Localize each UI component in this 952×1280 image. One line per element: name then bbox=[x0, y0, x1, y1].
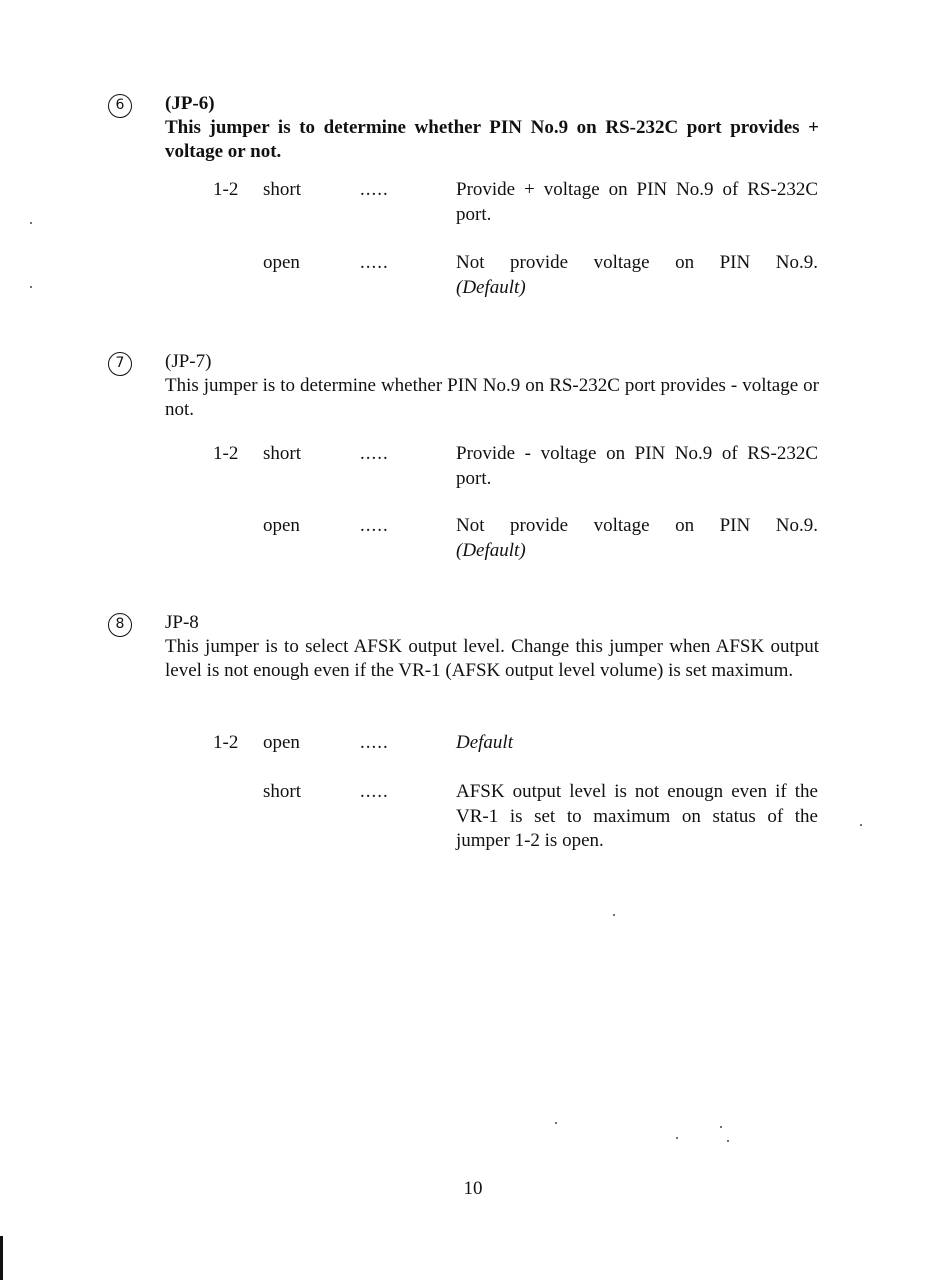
section-number-badge: 7 bbox=[108, 352, 132, 376]
setting-state: open bbox=[263, 732, 300, 753]
setting-state: short bbox=[263, 781, 301, 802]
setting-note: Default bbox=[456, 732, 513, 753]
setting-note: (Default) bbox=[456, 276, 526, 298]
setting-leader-dots: ..... bbox=[360, 781, 389, 802]
section-heading: (JP-6) bbox=[165, 93, 215, 114]
setting-meaning: Provide - voltage on PIN No.9 of RS-232C port. bbox=[456, 443, 818, 489]
section-heading: (JP-7) bbox=[165, 351, 212, 372]
setting-leader-dots: ..... bbox=[360, 443, 389, 464]
setting-meaning: AFSK output level is not enougn even if the VR-1 is set to maximum on status of the jumper 1-2 is open. bbox=[456, 781, 818, 851]
section-description: This jumper is to select AFSK output level. Change this jumper when AFSK output level is not enough even if the VR-1 (AFSK output level volume) is set maximum. bbox=[165, 636, 819, 681]
section-description: This jumper is to determine whether PIN No.9 on RS-232C port provides + voltage or not. bbox=[165, 117, 819, 162]
scan-speck bbox=[30, 286, 32, 288]
setting-pin: 1-2 bbox=[213, 443, 239, 464]
scan-speck bbox=[727, 1140, 729, 1142]
setting-leader-dots: ..... bbox=[360, 252, 389, 273]
setting-leader-dots: ..... bbox=[360, 179, 389, 200]
scan-speck bbox=[676, 1137, 678, 1139]
setting-leader-dots: ..... bbox=[360, 515, 389, 536]
scan-speck bbox=[720, 1126, 722, 1128]
setting-state: short bbox=[263, 443, 301, 464]
section-number-badge: 6 bbox=[108, 94, 132, 118]
scan-speck bbox=[555, 1122, 557, 1124]
setting-pin: 1-2 bbox=[213, 179, 239, 200]
setting-meaning-block bbox=[456, 251, 818, 300]
scan-speck bbox=[30, 222, 32, 224]
page-number: 10 bbox=[463, 1178, 483, 1199]
scan-speck bbox=[613, 914, 615, 916]
setting-meaning: Provide + voltage on PIN No.9 of RS-232C port. bbox=[456, 179, 818, 225]
section-heading: JP-8 bbox=[165, 612, 199, 633]
setting-state: short bbox=[263, 179, 301, 200]
setting-leader-dots: ..... bbox=[360, 732, 389, 753]
setting-pin: 1-2 bbox=[213, 732, 239, 753]
setting-note: (Default) bbox=[456, 539, 526, 561]
setting-meaning-block bbox=[456, 514, 818, 563]
scan-speck bbox=[860, 824, 862, 826]
section-description: This jumper is to determine whether PIN No.9 on RS-232C port provides - voltage or not. bbox=[165, 375, 819, 420]
setting-meaning: Not provide voltage on PIN No.9. bbox=[456, 515, 818, 536]
setting-state: open bbox=[263, 515, 300, 536]
section-number-badge: 8 bbox=[108, 613, 132, 637]
setting-state: open bbox=[263, 252, 300, 273]
scan-edge-mark bbox=[0, 1236, 3, 1280]
setting-meaning: Not provide voltage on PIN No.9. bbox=[456, 252, 818, 273]
